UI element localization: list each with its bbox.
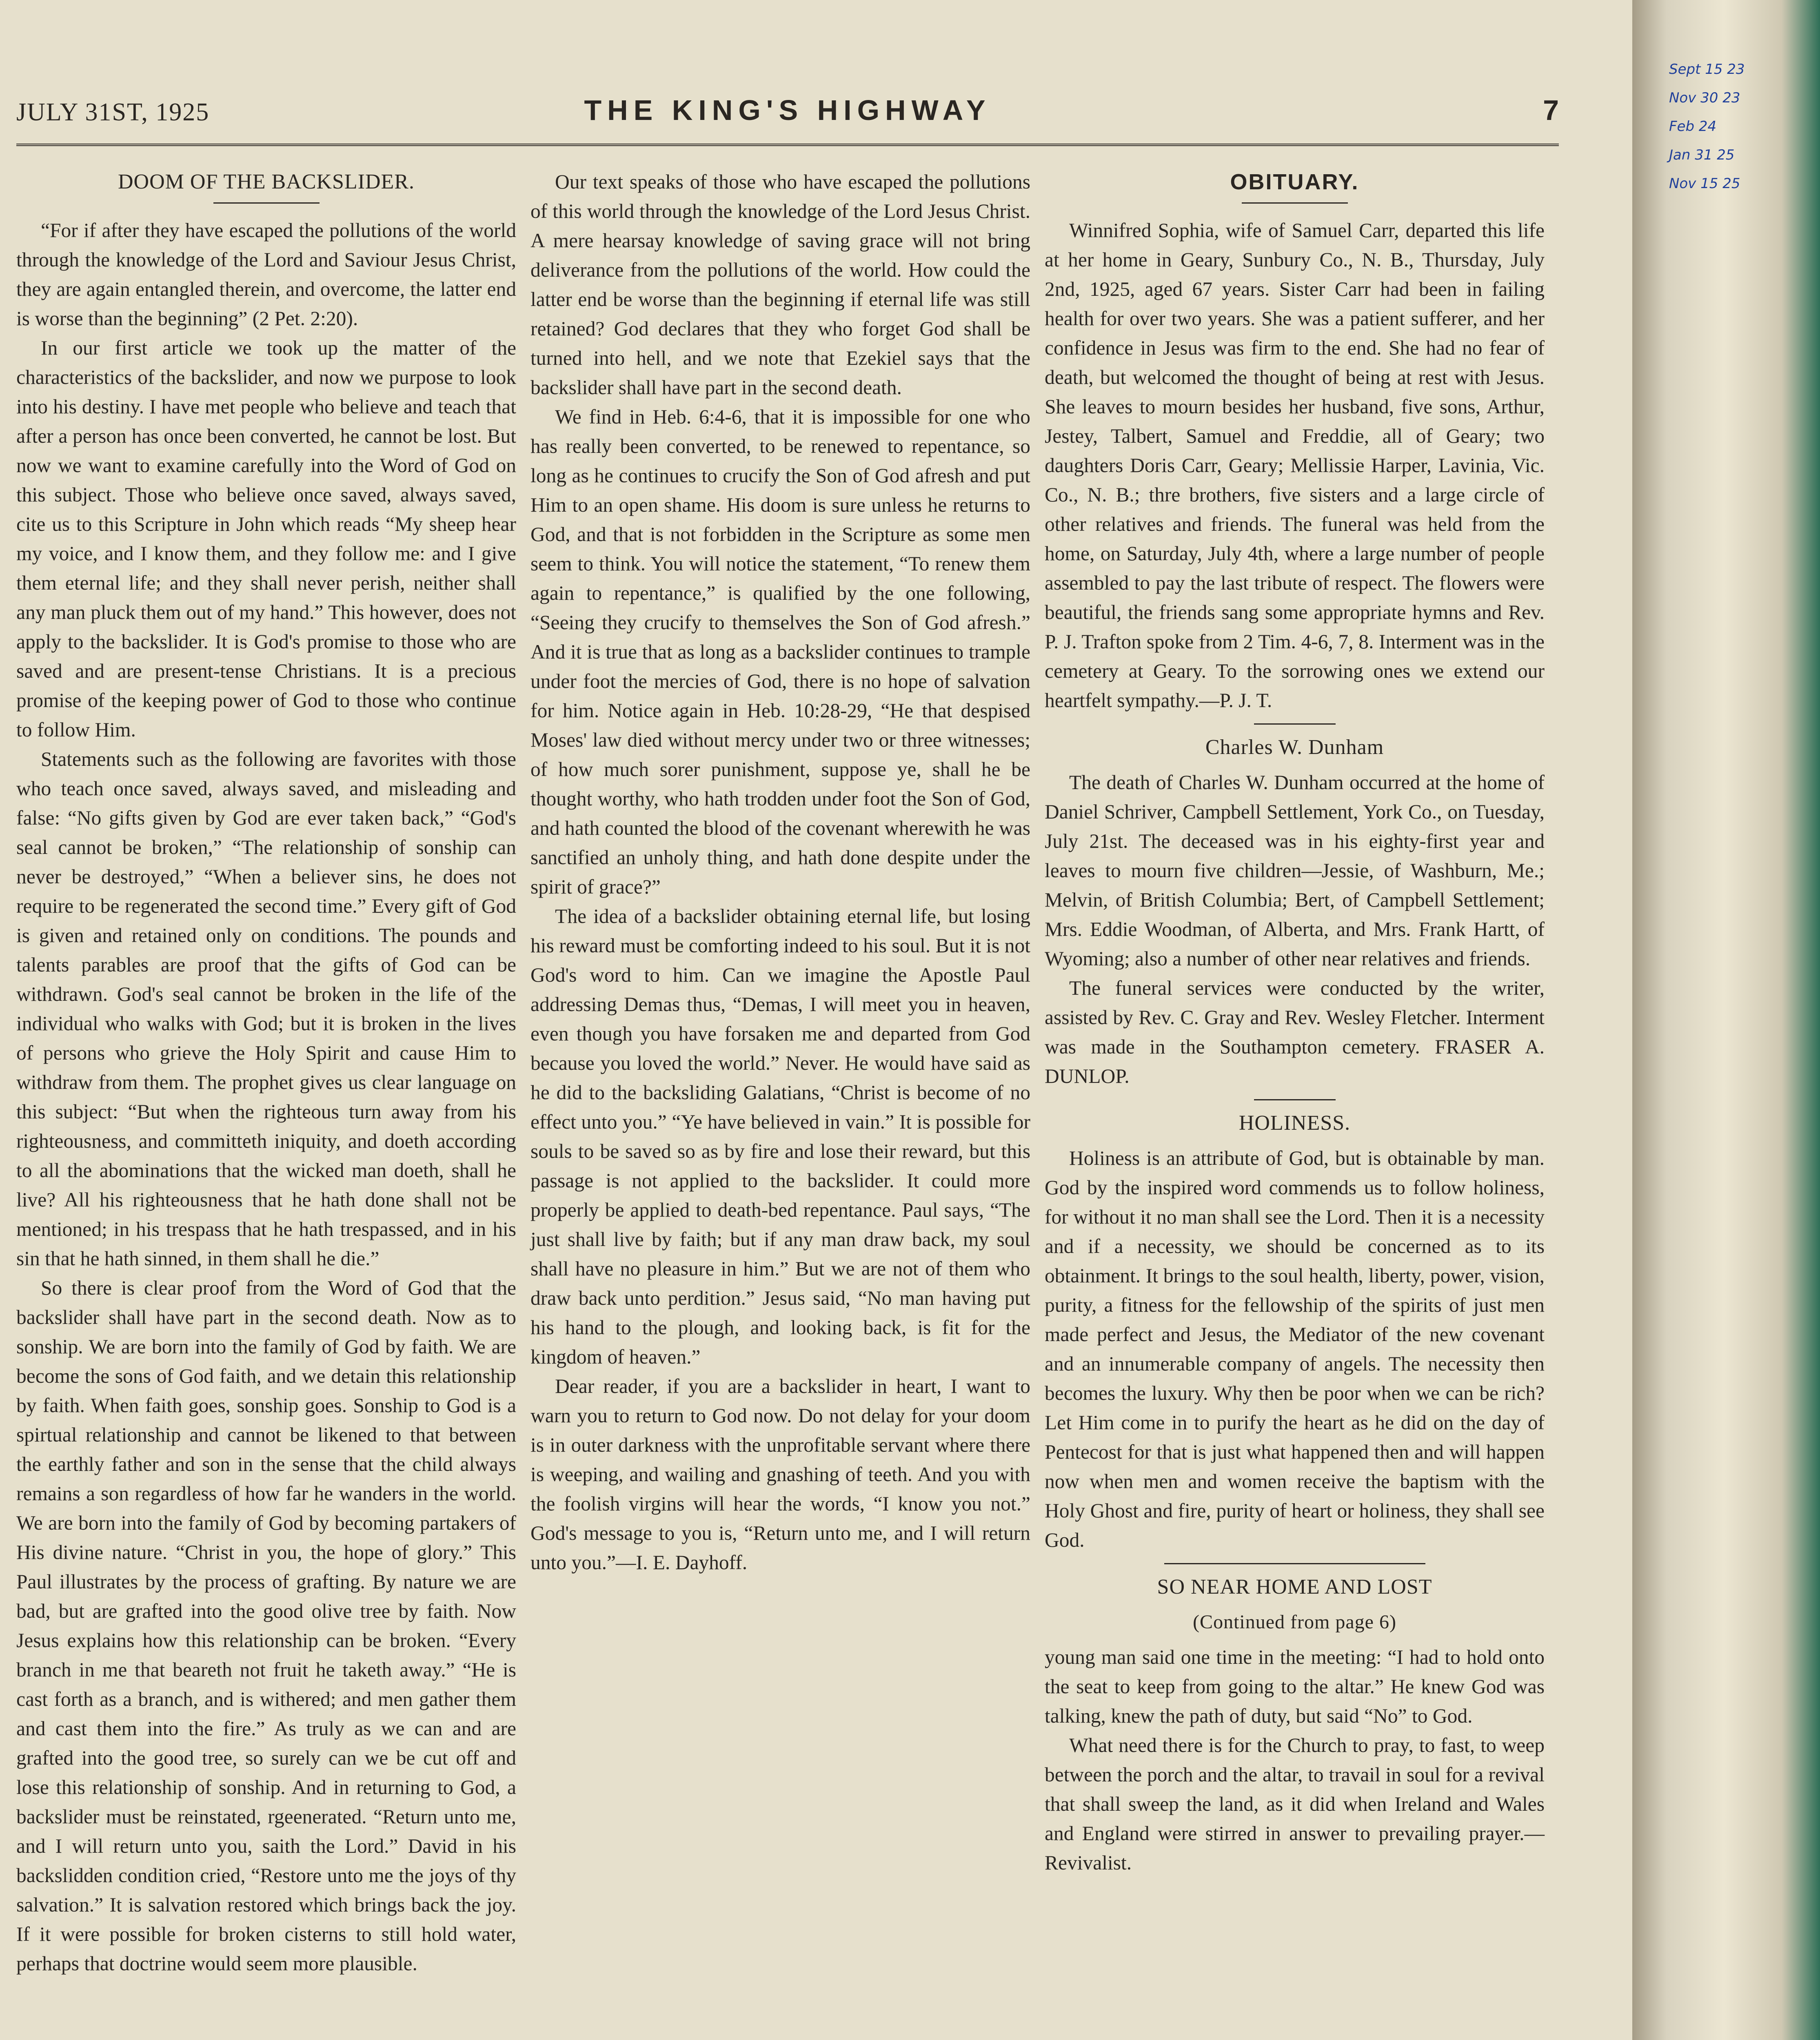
margin-note: Sept 15 23 — [1669, 61, 1745, 78]
margin-note: Nov 30 23 — [1669, 90, 1740, 106]
obituary-paragraph: The funeral services were conducted by the writer, assisted by Rev. C. Gray and Rev. Wesley Fletcher. Interment was made in the Southampton cemetery. FRASER A. DUNLOP. — [1045, 977, 1545, 1087]
continued-note: (Continued from page 6) — [1193, 1611, 1396, 1633]
doom-paragraph: The idea of a backslider obtaining eternal life, but losing his reward must be comforting indeed to his soul. But it is not God's word to him. Can we imagine the Apostle Paul addressing Demas thus, “Demas, I will meet you in heaven, even though you have forsaken me and departed from God because you loved the world.” Never. He would have said as he did to the backsliding Galatians, “Christ is become of no effect unto you.” “Ye have believed in vain.” It is possible for souls to be saved so as by fire and lose their reward, but this passage is not applied to the backslider. It could more properly be applied to death-bed repentance. Paul says, “The just shall live by faith; but if any man draw back, my soul shall have no pleasure in him.” But we are not of them who draw back unto perdition.” Jesus said, “No man having put his hand to the plough, and looking back, is fit for the kingdom of heaven.” — [530, 905, 1031, 1368]
column-1 — [16, 167, 516, 1978]
article-title-obituary: OBITUARY. — [1230, 170, 1359, 194]
holiness-paragraph: Holiness is an attribute of God, but is obtainable by man. God by the inspired word commends us to follow holiness, for without it no man shall see the Lord. Then it is a necessity and if a necessity, we should be concerned as to its obtainment. It brings to the soul health, liberty, power, vision, purity, a fitness for the fellowship of the spirits of just men made perfect and Jesus, the Mediator of the new covenant and an innumerable company of angels. The necessity then becomes the luxury. Why then be poor when we can be rich? Let Him come in to purify the heart as he did on the day of Pentecost for that is just what happened then and will happen now when men and women receive the baptism with the Holy Ghost and fire, purity of heart or holiness, they shall see God. — [1045, 1147, 1545, 1551]
obituary-name: Charles W. Dunham — [1205, 736, 1384, 759]
doom-paragraph: Dear reader, if you are a backslider in heart, I want to warn you to return to God now. Do not delay for your doom is in outer darkness with the unprofitable servant where there is weeping, and wailing and gnashing of teeth. And you with the foolish virgins will hear the words, “I know you not.” God's message to you is, “Return unto me, and I will return unto you.”—I. E. Dayhoff. — [530, 1375, 1030, 1574]
doom-paragraph: Our text speaks of those who have escaped the pollutions of this world through the knowledge of the Lord Jesus Christ. A mere hearsay knowledge of saving grace will not bring deliverance from the pollutions of the world. How could the latter end be worse than the beginning if eternal life was still retained? God declares that they who forget God shall be turned into hell, and we note that Ezekiel says that the backslider shall have part in the second death. — [530, 171, 1030, 399]
column-2 — [530, 167, 1030, 1577]
title-rule — [1242, 202, 1348, 204]
page-number: 7 — [1543, 94, 1559, 126]
book-binding-edge — [1628, 0, 1820, 2040]
section-rule — [1164, 1563, 1425, 1564]
section-rule — [1254, 1099, 1336, 1100]
title-rule — [213, 202, 320, 204]
obituary-paragraph: Winnifred Sophia, wife of Samuel Carr, departed this life at her home in Geary, Sunbury Co., N. B., Thursday, July 2nd, 1925, aged 67 years. Sister Carr had been in failing health for over two years. She was a patient sufferer, and her confidence in Jesus was firm to the end. She had no fear of death, but welcomed the thought of being at rest with Jesus. She leaves to mourn besides her husband, five sons, Arthur, Jestey, Talbert, Samuel and Freddie, all of Geary; two daughters Doris Carr, Geary; Mellissie Harper, Lavinia, Vic. Co., N. B.; thre brothers, five sisters and a large circle of other relatives and friends. The funeral was held from the home, on Saturday, July 4th, where a large number of people assembled to pay the last tribute of respect. The flowers were beautiful, the friends sang some appropriate hymns and Rev. P. J. Trafton spoke from 2 Tim. 4-6, 7, 8. Interment was in the cemetery at Geary. To the sorrowing ones we extend our heartfelt sympathy.—P. J. T. — [1045, 219, 1545, 712]
article-title-so-near: SO NEAR HOME AND LOST — [1157, 1575, 1432, 1599]
header-rule — [16, 144, 1559, 146]
column-3 — [1045, 167, 1545, 1878]
obituary-paragraph: The death of Charles W. Dunham occurred at the home of Daniel Schriver, Campbell Settlement, York Co., on Tuesday, July 21st. The deceased was in his eighty-first year and leaves to mourn five children—Jessie, of Washburn, Me.; Melvin, of British Columbia; Bert, of Campbell Settlement; Mrs. Eddie Woodman, of Alberta, and Mrs. Frank Hartt, of Wyoming; also a number of other near relatives and friends. — [1045, 771, 1545, 970]
doom-paragraph: In our first article we took up the matter of the characteristics of the backslider, and now we purpose to look into his destiny. I have met people who believe and teach that after a person has once been converted, he cannot be lost. But now we want to examine carefully into the Word of God on this subject. Those who believe once saved, always saved, cite us to this Scripture in John which reads “My sheep hear my voice, and I know them, and they follow me: and I give them eternal life; and they shall never perish, neither shall any man pluck them out of my hand.” This however, does not apply to the backslider. It is God's promise to those who are saved and are present-tense Christians. It is a precious promise of the keeping power of God to those who continue to follow Him. — [16, 337, 516, 741]
margin-note: Feb 24 — [1669, 118, 1717, 135]
section-rule — [1254, 723, 1336, 725]
margin-note: Jan 31 25 — [1669, 147, 1735, 163]
so-near-paragraph: young man said one time in the meeting: “I had to hold onto the seat to keep from going to the altar.” He knew God was talking, knew the path of duty, but said “No” to God. — [1045, 1646, 1545, 1727]
page-header — [16, 94, 1559, 135]
margin-note: Nov 15 25 — [1669, 175, 1740, 192]
doom-paragraph: So there is clear proof from the Word of God that the backslider shall have part in the second death. Now as to sonship. We are born into the family of God by faith. We are become the sons of God faith, and we detain this relationship by faith. When faith goes, sonship goes. Sonship to God is a spirtual relationship and cannot be likened to that between the earthly father and son in the sense that the child always remains a son regardless of how far he wanders in the world. We are born into the family of God by becoming partakers of His divine nature. “Christ in you, the hope of glory.” This Paul illustrates by the process of grafting. By nature we are bad, but are grafted into the good olive tree by faith. Now Jesus explains how this relationship can be broken. “Every branch in me that beareth not fruit he taketh away.” “He is cast forth as a branch, and is withered; and men gather them and cast them into the fire.” As truly as we can and are grafted into the good tree, so surely can we be cut off and lose this relationship of sonship. And in returning to God, a backslider must be reinstated, rgeenerated. “Return unto me, and I will return unto you, saith the Lord.” David in his backslidden condition cried, “Restore unto me the joys of thy salvation.” It is salvation restored which brings back the joy. If it were possible for broken cisterns to still hold water, perhaps that doctrine would seem more plausible. — [16, 1277, 516, 1975]
article-title-doom: DOOM OF THE BACKSLIDER. — [118, 170, 415, 193]
doom-paragraph: We find in Heb. 6:4-6, that it is impossible for one who has really been converted, to be renewed to repentance, so long as he continues to crucify the Son of God afresh and put Him to an open shame. His doom is sure unless he returns to God, and that is not forbidden in the Scripture as some men seem to think. You will notice the statement, “To renew them again to repentance,” is qualified by the one following, “Seeing they crucify to themselves the Son of God afresh.” And it is true that as long as a backslider continues to trample under foot the mercies of God, there is no hope of salvation for him. Notice again in Heb. 10:28-29, “He that despised Moses' law died without mercy under two or three witnesses; of how much sorer punishment, suppose ye, shall he be thought worthy, who hath trodden under foot the Son of God, and hath counted the blood of the covenant wherewith he was sanctified an unholy thing, and hath done despite under the spirit of grace?” — [530, 406, 1030, 898]
doom-paragraph: “For if after they have escaped the pollutions of the world through the knowledge of the Lord and Saviour Jesus Christ, they are again entangled therein, and overcome, the latter end is worse than the beginning” (2 Pet. 2:20). — [16, 219, 516, 330]
issue-date: JULY 31ST, 1925 — [16, 98, 210, 126]
doom-paragraph: Statements such as the following are favorites with those who teach once saved, always saved, and misleading and false: “No gifts given by God are ever taken back,” “God's seal cannot be broken,” “The relationship of sonship can never be destroyed,” “When a believer sins, he does not require to be regenerated the second time.” Every gift of God is given and retained only on conditions. The pounds and talents parables are proof that the gifts of God can be withdrawn. God's seal cannot be broken in the life of the individual who walks with God; but it is broken in the lives of persons who grieve the Holy Spirit and cause Him to withdraw from them. The prophet gives us clear language on this subject: “But when the righteous turn away from his righteousness, and committeth iniquity, and doeth according to all the abominations that the wicked man doeth, shall he live? All his righteousness that he hath done shall not be mentioned; in his trespass that he hath trespassed, and in his sin that he hath sinned, in them shall he die.” — [16, 748, 516, 1270]
so-near-paragraph: What need there is for the Church to pray, to fast, to weep between the porch and the altar, to travail in soul for a revival that shall sweep the land, as it did when Ireland and Wales and England were stirred in answer to prevailing prayer.—Revivalist. — [1045, 1734, 1545, 1874]
publication-title: THE KING'S HIGHWAY — [584, 94, 991, 126]
article-title-holiness: HOLINESS. — [1238, 1111, 1351, 1135]
